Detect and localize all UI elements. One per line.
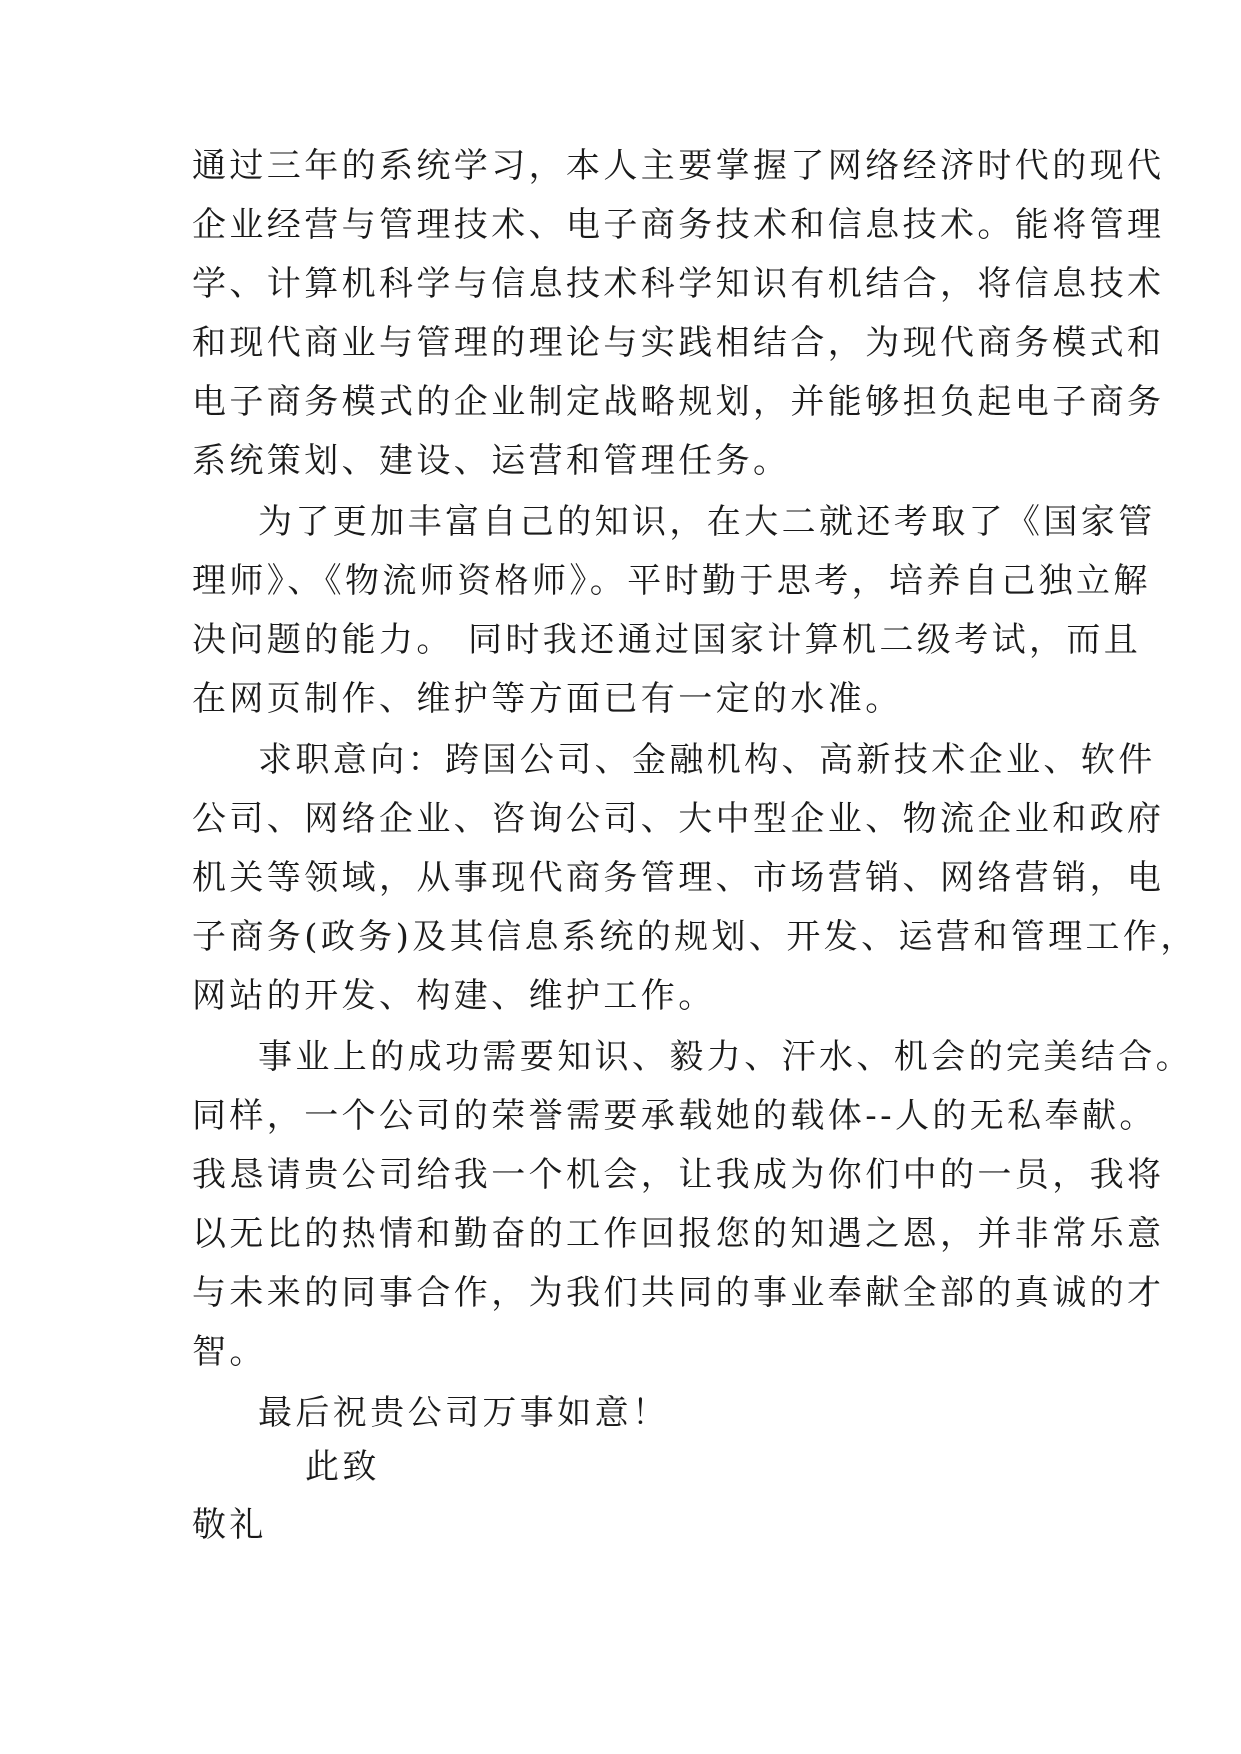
text-line: 我恳请贵公司给我一个机会，让我成为你们中的一员，我将 [192,1155,1165,1195]
text-line: 电子商务模式的企业制定战略规划，并能够担负起电子商务 [192,382,1165,422]
text-line: 公司、网络企业、咨询公司、大中型企业、物流企业和政府 [192,799,1165,839]
text-line: 系统策划、建设、运营和管理任务。 [192,441,791,481]
text-line: 通过三年的系统学习，本人主要掌握了网络经济时代的现代 [192,146,1165,186]
text-line: 为了更加丰富自己的知识，在大二就还考取了《国家管 [258,502,1156,542]
text-line: 企业经营与管理技术、电子商务技术和信息技术。能将管理 [192,205,1165,245]
text-line: 事业上的成功需要知识、毅力、汗水、机会的完美结合。 [258,1037,1193,1077]
text-line: 理师》、《物流师资格师》。平时勤于思考，培养自己独立解 [192,561,1151,601]
text-line: 和现代商业与管理的理论与实践相结合，为现代商务模式和 [192,323,1165,363]
text-line: 求职意向：跨国公司、金融机构、高新技术企业、软件 [258,740,1156,780]
text-line: 与未来的同事合作，为我们共同的事业奉献全部的真诚的才 [192,1273,1165,1313]
text-line: 同样，一个公司的荣誉需要承载她的载体--人的无私奉献。 [192,1096,1157,1136]
text-line: 以无比的热情和勤奋的工作回报您的知遇之恩，并非常乐意 [192,1214,1165,1254]
salutation-jingli: 敬礼 [192,1505,267,1545]
text-line: 智。 [192,1332,267,1372]
closing-wish: 最后祝贵公司万事如意！ [258,1393,670,1433]
text-line: 子商务(政务)及其信息系统的规划、开发、运营和管理工作， [192,917,1198,957]
text-line: 学、计算机科学与信息技术科学知识有机结合，将信息技术 [192,264,1165,304]
text-line: 网站的开发、构建、维护工作。 [192,976,716,1016]
salutation-cizhi: 此致 [305,1447,380,1487]
text-line: 在网页制作、维护等方面已有一定的水准。 [192,679,903,719]
text-line: 决问题的能力。 同时我还通过国家计算机二级考试，而且 [192,620,1142,660]
text-line: 机关等领域，从事现代商务管理、市场营销、网络营销，电 [192,858,1165,898]
